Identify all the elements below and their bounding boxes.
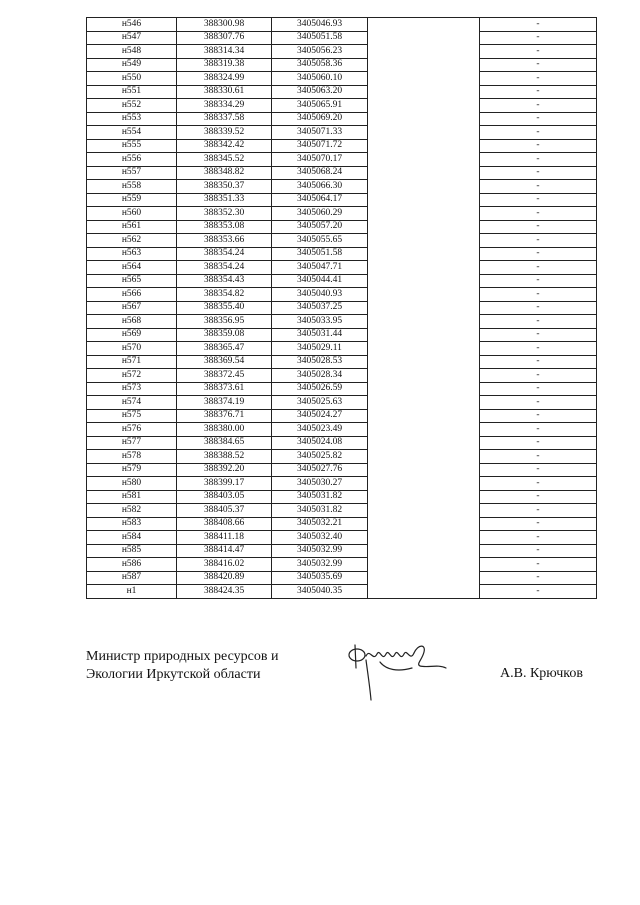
- point-id-cell: н574: [87, 396, 177, 410]
- empty-cell: [368, 18, 480, 32]
- empty-cell: [368, 207, 480, 221]
- point-id-cell: н563: [87, 247, 177, 261]
- x-coordinate-cell: 388384.65: [177, 436, 272, 450]
- point-id-cell: н1: [87, 585, 177, 599]
- y-coordinate-cell: 3405032.40: [272, 531, 368, 545]
- coordinates-table: [86, 17, 597, 599]
- x-coordinate-cell: 388314.34: [177, 45, 272, 59]
- x-coordinate-cell: 388369.54: [177, 355, 272, 369]
- table-row: [87, 85, 597, 99]
- point-id-cell: н550: [87, 72, 177, 86]
- empty-cell: [368, 585, 480, 599]
- y-coordinate-cell: 3405032.99: [272, 558, 368, 572]
- x-coordinate-cell: 388351.33: [177, 193, 272, 207]
- dash-cell: -: [480, 342, 597, 356]
- y-coordinate-cell: 3405070.17: [272, 153, 368, 167]
- y-coordinate-cell: 3405056.23: [272, 45, 368, 59]
- y-coordinate-cell: 3405033.95: [272, 315, 368, 329]
- empty-cell: [368, 234, 480, 248]
- x-coordinate-cell: 388348.82: [177, 166, 272, 180]
- empty-cell: [368, 315, 480, 329]
- y-coordinate-cell: 3405071.72: [272, 139, 368, 153]
- point-id-cell: н559: [87, 193, 177, 207]
- dash-cell: -: [480, 436, 597, 450]
- empty-cell: [368, 301, 480, 315]
- x-coordinate-cell: 388330.61: [177, 85, 272, 99]
- point-id-cell: н578: [87, 450, 177, 464]
- empty-cell: [368, 85, 480, 99]
- point-id-cell: н562: [87, 234, 177, 248]
- empty-cell: [368, 544, 480, 558]
- handwritten-signature: [340, 640, 460, 705]
- dash-cell: -: [480, 207, 597, 221]
- y-coordinate-cell: 3405028.34: [272, 369, 368, 383]
- x-coordinate-cell: 388365.47: [177, 342, 272, 356]
- point-id-cell: н576: [87, 423, 177, 437]
- empty-cell: [368, 517, 480, 531]
- dash-cell: -: [480, 517, 597, 531]
- dash-cell: -: [480, 126, 597, 140]
- empty-cell: [368, 531, 480, 545]
- table-row: [87, 207, 597, 221]
- point-id-cell: н564: [87, 261, 177, 275]
- x-coordinate-cell: 388334.29: [177, 99, 272, 113]
- empty-cell: [368, 153, 480, 167]
- signer-name: А.В. Крючков: [500, 666, 583, 681]
- point-id-cell: н570: [87, 342, 177, 356]
- y-coordinate-cell: 3405064.17: [272, 193, 368, 207]
- table-row: [87, 112, 597, 126]
- dash-cell: -: [480, 99, 597, 113]
- dash-cell: -: [480, 301, 597, 315]
- point-id-cell: н584: [87, 531, 177, 545]
- point-id-cell: н556: [87, 153, 177, 167]
- table-row: [87, 342, 597, 356]
- y-coordinate-cell: 3405031.82: [272, 504, 368, 518]
- x-coordinate-cell: 388354.24: [177, 247, 272, 261]
- dash-cell: -: [480, 112, 597, 126]
- y-coordinate-cell: 3405032.21: [272, 517, 368, 531]
- x-coordinate-cell: 388352.30: [177, 207, 272, 221]
- table-row: [87, 396, 597, 410]
- y-coordinate-cell: 3405040.93: [272, 288, 368, 302]
- empty-cell: [368, 463, 480, 477]
- table-row: [87, 288, 597, 302]
- dash-cell: -: [480, 274, 597, 288]
- table-row: [87, 463, 597, 477]
- y-coordinate-cell: 3405031.82: [272, 490, 368, 504]
- empty-cell: [368, 180, 480, 194]
- y-coordinate-cell: 3405024.08: [272, 436, 368, 450]
- table-row: [87, 166, 597, 180]
- x-coordinate-cell: 388376.71: [177, 409, 272, 423]
- dash-cell: -: [480, 463, 597, 477]
- x-coordinate-cell: 388403.05: [177, 490, 272, 504]
- y-coordinate-cell: 3405047.71: [272, 261, 368, 275]
- table-row: [87, 423, 597, 437]
- table-row: [87, 58, 597, 72]
- x-coordinate-cell: 388354.82: [177, 288, 272, 302]
- x-coordinate-cell: 388411.18: [177, 531, 272, 545]
- empty-cell: [368, 72, 480, 86]
- x-coordinate-cell: 388307.76: [177, 31, 272, 45]
- x-coordinate-cell: 388380.00: [177, 423, 272, 437]
- table-row: [87, 558, 597, 572]
- table-row: [87, 436, 597, 450]
- x-coordinate-cell: 388353.66: [177, 234, 272, 248]
- empty-cell: [368, 126, 480, 140]
- table-row: [87, 31, 597, 45]
- point-id-cell: н558: [87, 180, 177, 194]
- dash-cell: -: [480, 423, 597, 437]
- y-coordinate-cell: 3405051.58: [272, 31, 368, 45]
- dash-cell: -: [480, 315, 597, 329]
- x-coordinate-cell: 388374.19: [177, 396, 272, 410]
- dash-cell: -: [480, 72, 597, 86]
- x-coordinate-cell: 388416.02: [177, 558, 272, 572]
- y-coordinate-cell: 3405029.11: [272, 342, 368, 356]
- dash-cell: -: [480, 409, 597, 423]
- table-row: [87, 274, 597, 288]
- point-id-cell: н560: [87, 207, 177, 221]
- table-row: [87, 477, 597, 491]
- empty-cell: [368, 45, 480, 59]
- point-id-cell: н587: [87, 571, 177, 585]
- table-row: [87, 139, 597, 153]
- dash-cell: -: [480, 531, 597, 545]
- table-row: [87, 301, 597, 315]
- y-coordinate-cell: 3405046.93: [272, 18, 368, 32]
- table-row: [87, 180, 597, 194]
- signatory-position: [86, 648, 278, 684]
- point-id-cell: н561: [87, 220, 177, 234]
- table-row: [87, 409, 597, 423]
- x-coordinate-cell: 388399.17: [177, 477, 272, 491]
- empty-cell: [368, 288, 480, 302]
- empty-cell: [368, 274, 480, 288]
- empty-cell: [368, 423, 480, 437]
- point-id-cell: н553: [87, 112, 177, 126]
- table-row: [87, 544, 597, 558]
- y-coordinate-cell: 3405032.99: [272, 544, 368, 558]
- point-id-cell: н580: [87, 477, 177, 491]
- table-row: [87, 369, 597, 383]
- point-id-cell: н566: [87, 288, 177, 302]
- table-row: [87, 45, 597, 59]
- y-coordinate-cell: 3405060.10: [272, 72, 368, 86]
- table-row: [87, 220, 597, 234]
- point-id-cell: н565: [87, 274, 177, 288]
- dash-cell: -: [480, 31, 597, 45]
- table-row: [87, 328, 597, 342]
- y-coordinate-cell: 3405068.24: [272, 166, 368, 180]
- x-coordinate-cell: 388324.99: [177, 72, 272, 86]
- empty-cell: [368, 139, 480, 153]
- dash-cell: -: [480, 261, 597, 275]
- empty-cell: [368, 436, 480, 450]
- x-coordinate-cell: 388420.89: [177, 571, 272, 585]
- dash-cell: -: [480, 234, 597, 248]
- table-row: [87, 450, 597, 464]
- table-row: [87, 18, 597, 32]
- x-coordinate-cell: 388355.40: [177, 301, 272, 315]
- point-id-cell: н583: [87, 517, 177, 531]
- x-coordinate-cell: 388354.24: [177, 261, 272, 275]
- point-id-cell: н579: [87, 463, 177, 477]
- dash-cell: -: [480, 396, 597, 410]
- y-coordinate-cell: 3405051.58: [272, 247, 368, 261]
- x-coordinate-cell: 388342.42: [177, 139, 272, 153]
- y-coordinate-cell: 3405028.53: [272, 355, 368, 369]
- x-coordinate-cell: 388356.95: [177, 315, 272, 329]
- table-row: [87, 234, 597, 248]
- x-coordinate-cell: 388392.20: [177, 463, 272, 477]
- dash-cell: -: [480, 180, 597, 194]
- y-coordinate-cell: 3405057.20: [272, 220, 368, 234]
- point-id-cell: н573: [87, 382, 177, 396]
- table-row: [87, 315, 597, 329]
- dash-cell: -: [480, 571, 597, 585]
- point-id-cell: н551: [87, 85, 177, 99]
- dash-cell: -: [480, 288, 597, 302]
- y-coordinate-cell: 3405031.44: [272, 328, 368, 342]
- dash-cell: -: [480, 477, 597, 491]
- table-row: [87, 517, 597, 531]
- y-coordinate-cell: 3405027.76: [272, 463, 368, 477]
- signatory-position-line-1: Министр природных ресурсов и: [86, 649, 279, 664]
- dash-cell: -: [480, 18, 597, 32]
- point-id-cell: н568: [87, 315, 177, 329]
- y-coordinate-cell: 3405066.30: [272, 180, 368, 194]
- y-coordinate-cell: 3405025.82: [272, 450, 368, 464]
- table-row: [87, 382, 597, 396]
- empty-cell: [368, 220, 480, 234]
- y-coordinate-cell: 3405060.29: [272, 207, 368, 221]
- point-id-cell: н548: [87, 45, 177, 59]
- dash-cell: -: [480, 585, 597, 599]
- table-row: [87, 193, 597, 207]
- x-coordinate-cell: 388405.37: [177, 504, 272, 518]
- y-coordinate-cell: 3405024.27: [272, 409, 368, 423]
- y-coordinate-cell: 3405035.69: [272, 571, 368, 585]
- dash-cell: -: [480, 450, 597, 464]
- point-id-cell: н547: [87, 31, 177, 45]
- x-coordinate-cell: 388353.08: [177, 220, 272, 234]
- point-id-cell: н552: [87, 99, 177, 113]
- table-row: [87, 261, 597, 275]
- empty-cell: [368, 355, 480, 369]
- x-coordinate-cell: 388300.98: [177, 18, 272, 32]
- table-row: [87, 531, 597, 545]
- empty-cell: [368, 369, 480, 383]
- dash-cell: -: [480, 58, 597, 72]
- empty-cell: [368, 58, 480, 72]
- empty-cell: [368, 396, 480, 410]
- x-coordinate-cell: 388373.61: [177, 382, 272, 396]
- x-coordinate-cell: 388345.52: [177, 153, 272, 167]
- point-id-cell: н555: [87, 139, 177, 153]
- empty-cell: [368, 99, 480, 113]
- dash-cell: -: [480, 153, 597, 167]
- x-coordinate-cell: 388372.45: [177, 369, 272, 383]
- empty-cell: [368, 247, 480, 261]
- empty-cell: [368, 382, 480, 396]
- table-row: [87, 247, 597, 261]
- table-row: [87, 490, 597, 504]
- dash-cell: -: [480, 220, 597, 234]
- empty-cell: [368, 31, 480, 45]
- y-coordinate-cell: 3405023.49: [272, 423, 368, 437]
- empty-cell: [368, 261, 480, 275]
- dash-cell: -: [480, 504, 597, 518]
- x-coordinate-cell: 388337.58: [177, 112, 272, 126]
- dash-cell: -: [480, 193, 597, 207]
- x-coordinate-cell: 388359.08: [177, 328, 272, 342]
- y-coordinate-cell: 3405037.25: [272, 301, 368, 315]
- table-row: [87, 585, 597, 599]
- point-id-cell: н546: [87, 18, 177, 32]
- point-id-cell: н577: [87, 436, 177, 450]
- dash-cell: -: [480, 166, 597, 180]
- y-coordinate-cell: 3405071.33: [272, 126, 368, 140]
- table-row: [87, 72, 597, 86]
- y-coordinate-cell: 3405030.27: [272, 477, 368, 491]
- point-id-cell: н585: [87, 544, 177, 558]
- empty-cell: [368, 193, 480, 207]
- empty-cell: [368, 342, 480, 356]
- dash-cell: -: [480, 139, 597, 153]
- x-coordinate-cell: 388424.35: [177, 585, 272, 599]
- point-id-cell: н575: [87, 409, 177, 423]
- x-coordinate-cell: 388354.43: [177, 274, 272, 288]
- point-id-cell: н567: [87, 301, 177, 315]
- point-id-cell: н582: [87, 504, 177, 518]
- y-coordinate-cell: 3405040.35: [272, 585, 368, 599]
- y-coordinate-cell: 3405065.91: [272, 99, 368, 113]
- empty-cell: [368, 571, 480, 585]
- dash-cell: -: [480, 558, 597, 572]
- y-coordinate-cell: 3405025.63: [272, 396, 368, 410]
- x-coordinate-cell: 388350.37: [177, 180, 272, 194]
- y-coordinate-cell: 3405044.41: [272, 274, 368, 288]
- table-row: [87, 126, 597, 140]
- table-row: [87, 153, 597, 167]
- empty-cell: [368, 450, 480, 464]
- dash-cell: -: [480, 45, 597, 59]
- point-id-cell: н572: [87, 369, 177, 383]
- y-coordinate-cell: 3405069.20: [272, 112, 368, 126]
- point-id-cell: н581: [87, 490, 177, 504]
- signatory-position-line-2: Экологии Иркутской области: [86, 667, 261, 682]
- dash-cell: -: [480, 355, 597, 369]
- point-id-cell: н549: [87, 58, 177, 72]
- x-coordinate-cell: 388339.52: [177, 126, 272, 140]
- dash-cell: -: [480, 247, 597, 261]
- empty-cell: [368, 328, 480, 342]
- dash-cell: -: [480, 328, 597, 342]
- empty-cell: [368, 409, 480, 423]
- dash-cell: -: [480, 382, 597, 396]
- x-coordinate-cell: 388414.47: [177, 544, 272, 558]
- point-id-cell: н571: [87, 355, 177, 369]
- point-id-cell: н554: [87, 126, 177, 140]
- empty-cell: [368, 477, 480, 491]
- y-coordinate-cell: 3405055.65: [272, 234, 368, 248]
- empty-cell: [368, 558, 480, 572]
- empty-cell: [368, 112, 480, 126]
- coordinates-table-body: [87, 18, 597, 599]
- dash-cell: -: [480, 544, 597, 558]
- table-row: [87, 99, 597, 113]
- x-coordinate-cell: 388408.66: [177, 517, 272, 531]
- point-id-cell: н569: [87, 328, 177, 342]
- y-coordinate-cell: 3405058.36: [272, 58, 368, 72]
- dash-cell: -: [480, 490, 597, 504]
- point-id-cell: н586: [87, 558, 177, 572]
- x-coordinate-cell: 388388.52: [177, 450, 272, 464]
- dash-cell: -: [480, 85, 597, 99]
- empty-cell: [368, 490, 480, 504]
- empty-cell: [368, 166, 480, 180]
- table-row: [87, 571, 597, 585]
- dash-cell: -: [480, 369, 597, 383]
- y-coordinate-cell: 3405026.59: [272, 382, 368, 396]
- y-coordinate-cell: 3405063.20: [272, 85, 368, 99]
- point-id-cell: н557: [87, 166, 177, 180]
- table-row: [87, 355, 597, 369]
- table-row: [87, 504, 597, 518]
- empty-cell: [368, 504, 480, 518]
- x-coordinate-cell: 388319.38: [177, 58, 272, 72]
